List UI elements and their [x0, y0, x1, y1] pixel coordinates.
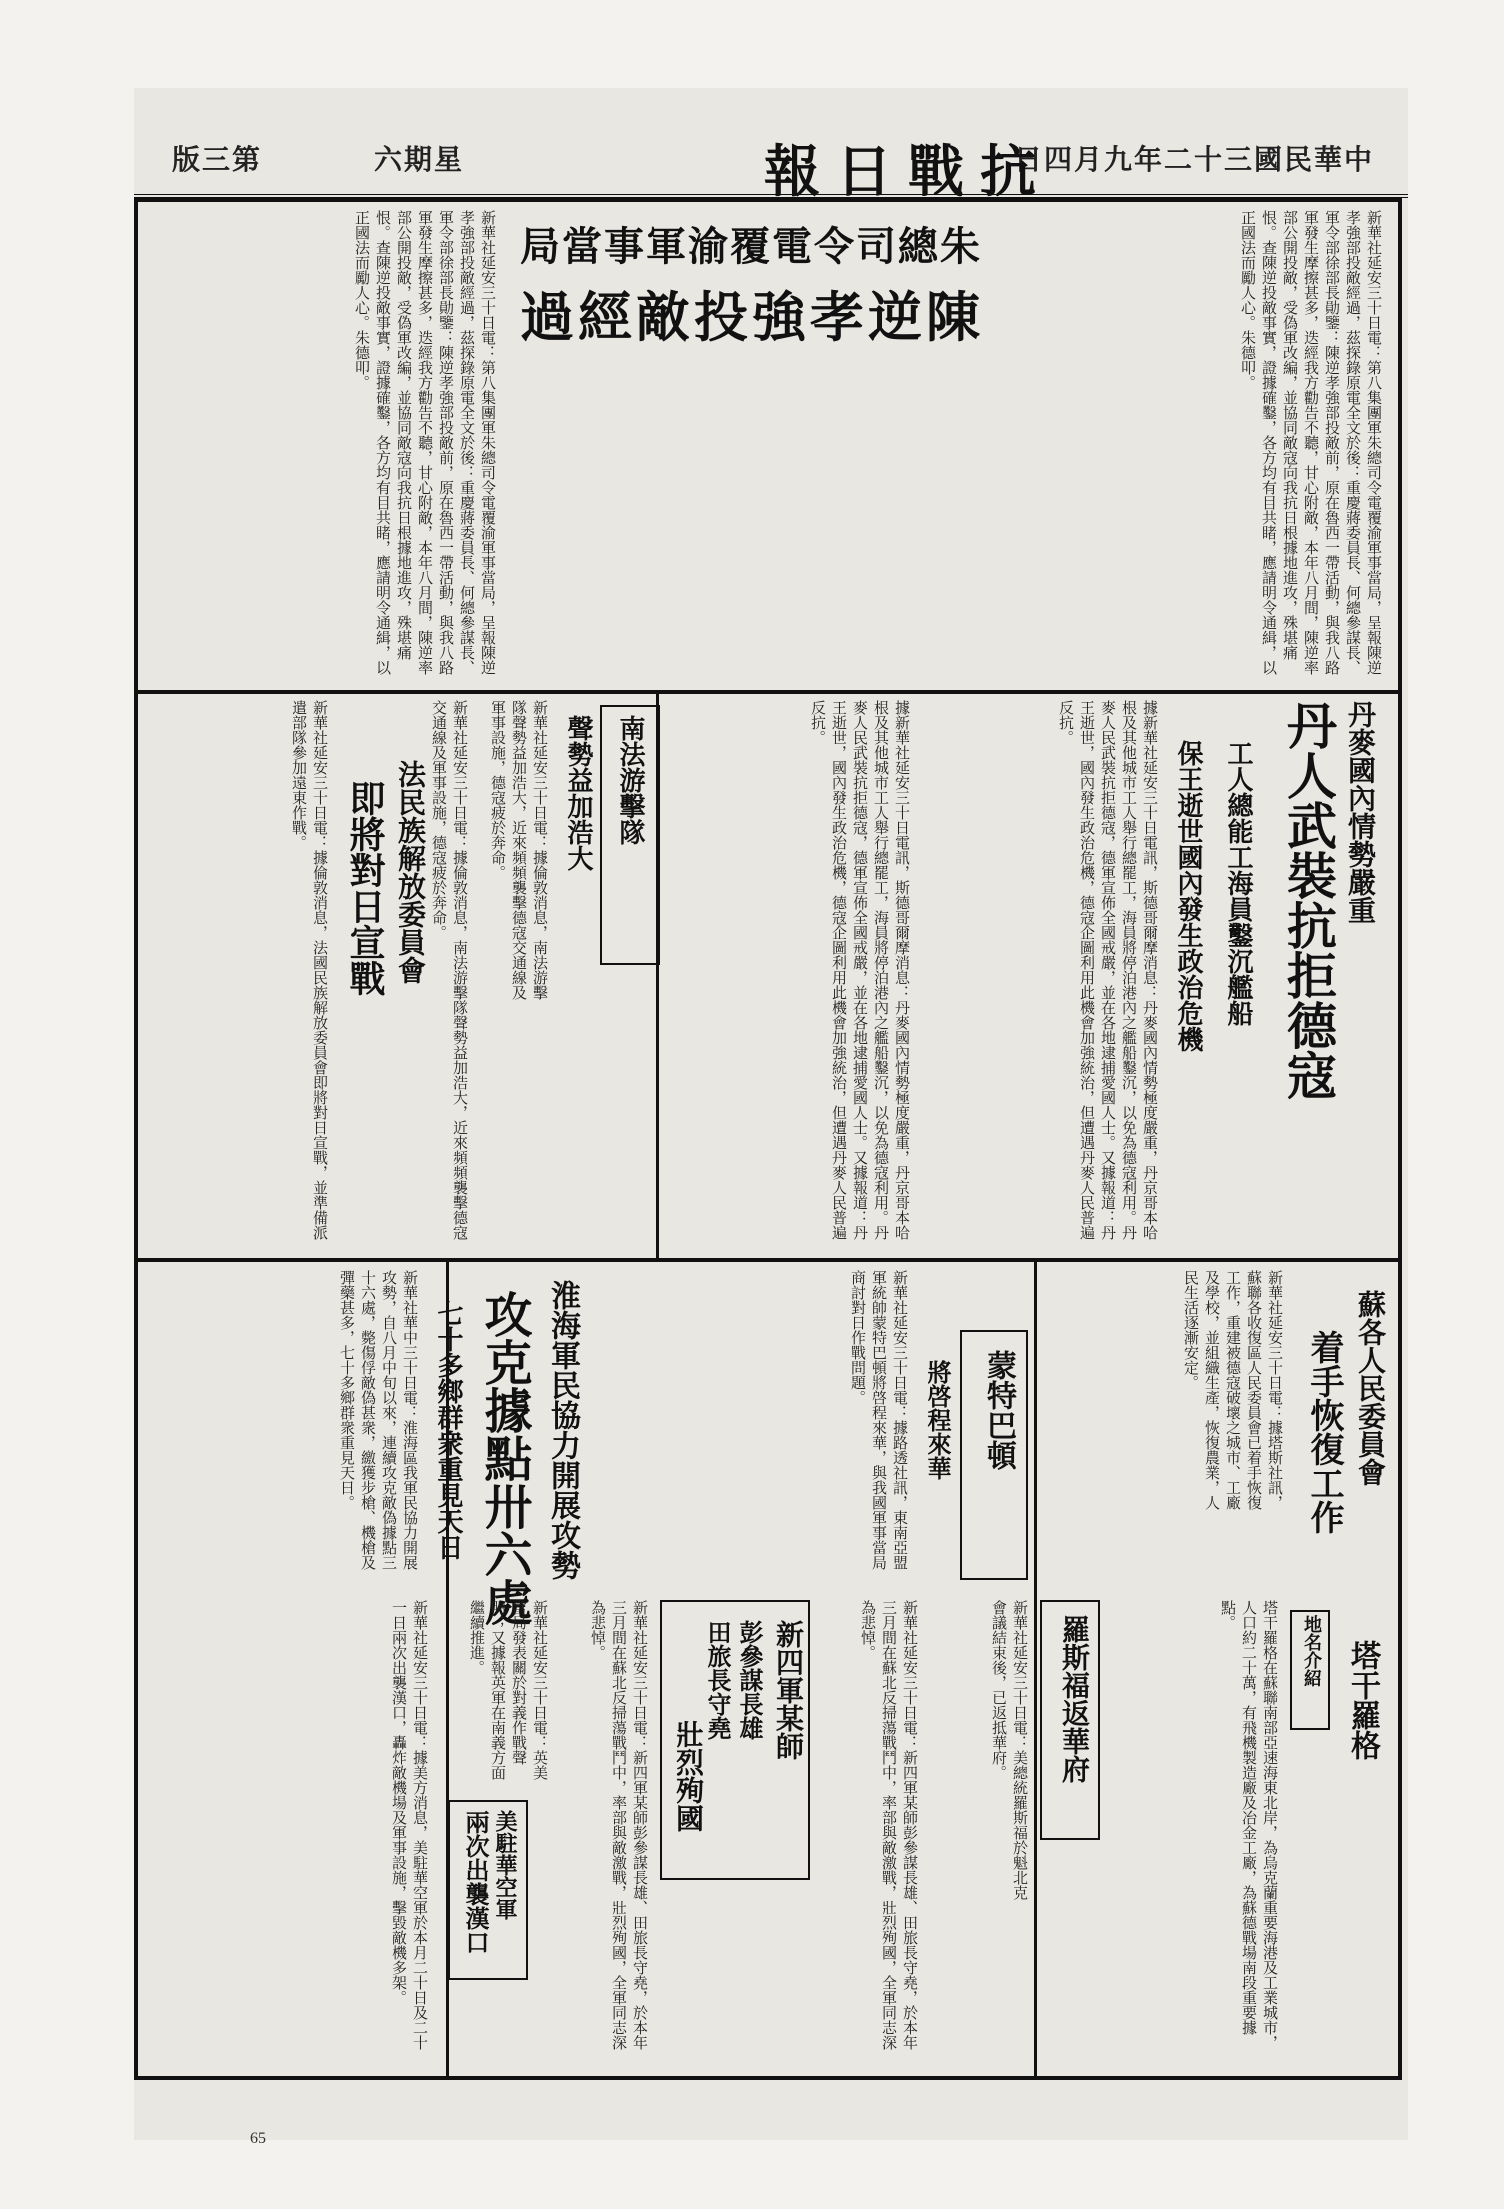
- article-french-body-2: 新華社延安三十日電：據倫敦消息，南法游擊隊聲勢益加浩大，近來頻頻襲擊德寇交通線及軍事設施，德寇疲於奔命。: [430, 700, 469, 1240]
- article-top-headline-2: 陳逆孝強投敵經過: [520, 285, 984, 349]
- article-takla-headline: 塔干羅格: [1345, 1640, 1380, 1760]
- article-huaihai-headline: 淮海軍民協力開展攻勢: [545, 1280, 580, 1580]
- article-french-body: 新華社延安三十日電：據倫敦消息，法國民族解放委員會即將對日宣戰，並準備派遣部隊參加遠東作戰。: [290, 700, 329, 1240]
- article-denmark-body: 據新華社延安三十日電訊，斯德哥爾摩消息：丹麥國內情勢極度嚴重，丹京哥本哈根及其他城市工人舉行總罷工，海員將停泊港內之艦船鑿沉，以免為德寇利用。丹麥人民武裝抗拒德寇，德軍宣佈全國戒嚴，並在各地逮捕愛國人士。又據報道：丹王逝世，國內發生政治危機，德寇企圖利用此機會加強統治，但遭遇丹麥人民普遍反抗。: [1057, 700, 1159, 1240]
- article-south-subhead: 聲勢益加浩大: [563, 715, 593, 871]
- article-soviet-body: 新華社延安三十日電：據塔斯社訊，蘇聯各收復區人民委員會已着手恢復工作，重建被德寇破壞之城市、工廠及學校，並組織生產，恢復農業，人民生活逐漸安定。: [1182, 1270, 1284, 1510]
- article-top-body-continued: 新華社延安三十日電：第八集團軍朱總司令電覆渝軍事當局，呈報陳逆孝強部投敵經過，茲探錄原電全文於後：重慶蔣委員長、何總參謀長、軍令部徐部長勛鑒：陳逆孝強部投敵前，原在魯西一帶活動，與我八路軍發生摩擦甚多，迭經我方勸告不聽，甘心附敵，本年八月間，陳逆率部公開投敵，受偽軍改編，並協同敵寇向我抗日根據地進攻，殊堪痛恨。查陳逆投敵事實，證據確鑿，各方均有目共睹，應請明令通緝，以正國法而勵人心。朱德叩。: [353, 210, 497, 675]
- article-n4a-headline: 新四軍某師: [772, 1620, 805, 1760]
- rule: [1034, 1258, 1037, 2078]
- article-n4a-subhead-2: 田旅長守堯: [703, 1620, 732, 1740]
- article-denmark-subhead-1: 工人總能工海員鑿沉艦船: [1223, 740, 1253, 1026]
- article-roosevelt-body: 新華社延安三十日電：美總統羅斯福於魁北克會議結束後，已返抵華府。: [990, 1600, 1029, 1900]
- article-denmark-subhead-2: 保王逝世國內發生政治危機: [1173, 740, 1203, 1052]
- article-n4a-subhead-3: 壯烈殉國: [672, 1720, 705, 1832]
- rule: [134, 1258, 1402, 1262]
- article-top-headline-1: 朱總司令電覆渝軍事當局: [520, 223, 982, 270]
- article-n4a-subhead-1: 彭參謀長雄: [735, 1620, 764, 1740]
- article-huaihai-subhead: 攻克據點卅六處: [476, 1290, 532, 1626]
- masthead-edition: 第三版: [172, 143, 263, 176]
- article-n4a-body-2: 新華社延安三十日電：新四軍某師彭參謀長雄、田旅長守堯，於本年三月間在蘇北反掃蕩戰鬥中，率部與敵激戰，壯烈殉國，全軍同志深為悲悼。: [589, 1600, 649, 2050]
- article-soviet-subhead: 着手恢復工作: [1304, 1330, 1344, 1534]
- masthead-title: 抗戰日報: [764, 139, 1052, 205]
- rule: [134, 690, 1402, 694]
- article-misc-body: 新華社延安三十日電：英美當局發表關於對義作戰聲明；又據報英軍在南義方面繼續推進。: [468, 1600, 549, 1780]
- masthead-weekday: 星期六: [374, 143, 465, 176]
- article-top-body: 新華社延安三十日電：第八集團軍朱總司令電覆渝軍事當局，呈報陳逆孝強部投敵經過，茲探錄原電全文於後：重慶蔣委員長、何總參謀長、軍令部徐部長勛鑒：陳逆孝強部投敵前，原在魯西一帶活動，與我八路軍發生摩擦甚多，迭經我方勸告不聽，甘心附敵，本年八月間，陳逆率部公開投敵，受偽軍改編，並協同敵寇向我抗日根據地進攻，殊堪痛恨。查陳逆投敵事實，證據確鑿，各方均有目共睹，應請明令通緝，以正國法而勵人心。朱德叩。: [1239, 210, 1383, 675]
- article-south-headline: 南法游擊隊: [615, 715, 645, 845]
- article-soviet-headline: 蘇各人民委員會: [1354, 1290, 1387, 1486]
- article-mengde-headline: 蒙特巴頓: [981, 1350, 1016, 1470]
- article-usair-headline: 美駐華空軍: [492, 1810, 518, 1920]
- article-huaihai-subhead-2: 七十多鄉群衆重見天日: [433, 1300, 463, 1560]
- article-mengde-subhead: 將啓程來華: [923, 1360, 952, 1480]
- article-french-subhead: 即將對日宣戰: [344, 780, 386, 996]
- article-takla-tag: 地名介紹: [1301, 1615, 1322, 1687]
- article-usair-body: 新華社延安三十日電：據美方消息，美駐華空軍於本月二十日及二十一日兩次出襲漢口，轟炸敵機場及軍事設施，擊毀敵機多架。: [390, 1600, 429, 2050]
- article-south-body: 新華社延安三十日電：據倫敦消息，南法游擊隊聲勢益加浩大，近來頻頻襲擊德寇交通線及軍事設施，德寇疲於奔命。: [489, 700, 549, 1000]
- article-takla-body: 塔干羅格在蘇聯南部亞速海東北岸，為烏克蘭重要海港及工業城市，人口約二十萬，有飛機製造廠及冶金工廠，為蘇德戰場南段重要據點。: [1219, 1600, 1279, 2050]
- masthead-date: 中華民國三十二年九月四日: [1014, 143, 1375, 176]
- article-n4a-body: 新華社延安三十日電：新四軍某師彭參謀長雄、田旅長守堯，於本年三月間在蘇北反掃蕩戰鬥中，率部與敵激戰，壯烈殉國，全軍同志深為悲悼。: [859, 1600, 919, 2050]
- article-roosevelt-headline: 羅斯福返華府: [1058, 1615, 1091, 1783]
- article-usair-subhead: 兩次出襲漢口: [461, 1810, 490, 1954]
- article-denmark-headline: 丹人武裝抗拒德寇: [1279, 700, 1338, 1100]
- article-huaihai-body: 新華社華中三十日電：淮海區我軍民協力開展攻勢，自八月中旬以來，連續攻克敵偽據點三十六處，斃傷俘敵偽甚衆，繳獲步槍、機槍及彈藥甚多，七十多鄉群衆重見天日。: [338, 1270, 419, 1570]
- masthead: [134, 128, 1408, 205]
- article-denmark-body-2: 據新華社延安三十日電訊，斯德哥爾摩消息：丹麥國內情勢極度嚴重，丹京哥本哈根及其他城市工人舉行總罷工，海員將停泊港內之艦船鑿沉，以免為德寇利用。丹麥人民武裝抗拒德寇，德軍宣佈全國戒嚴，並在各地逮捕愛國人士。又據報道：丹王逝世，國內發生政治危機，德寇企圖利用此機會加強統治，但遭遇丹麥人民普遍反抗。: [809, 700, 911, 1240]
- article-mengde-body: 新華社延安三十日電：據路透社訊，東南亞盟軍統帥蒙特巴頓將啓程來華，與我國軍事當局商討對日作戰問題。: [849, 1270, 909, 1570]
- article-denmark-kicker: 丹麥國內情勢嚴重: [1344, 700, 1377, 924]
- page-number: 65: [250, 2130, 266, 2147]
- article-french-headline: 法民族解放委員會: [394, 760, 427, 984]
